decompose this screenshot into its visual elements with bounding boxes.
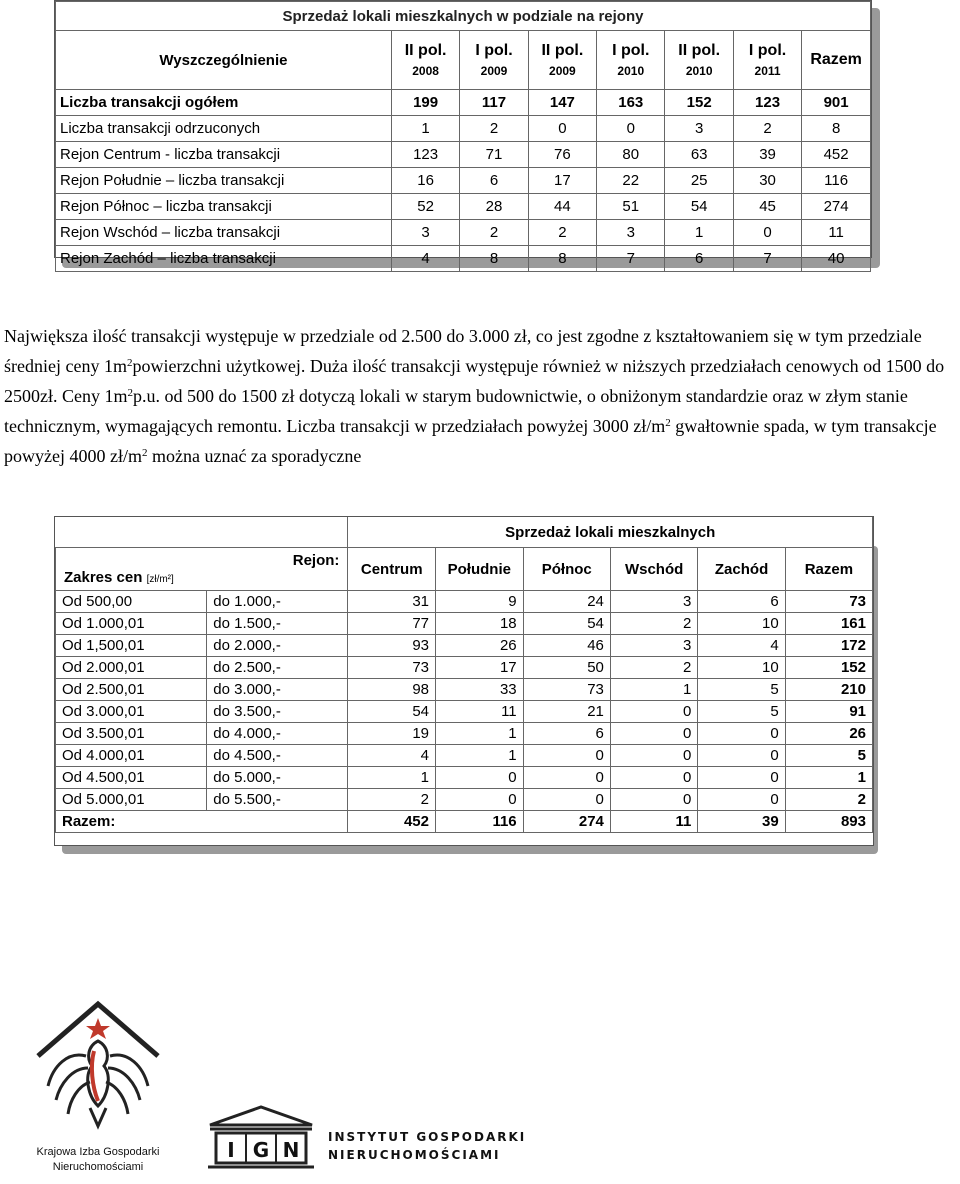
superscript: 2 xyxy=(141,447,148,459)
range-to: do 5.500,- xyxy=(207,789,348,811)
table-cell: 51 xyxy=(597,194,665,220)
table-cell: 45 xyxy=(733,194,801,220)
range-from: Od 2.000,01 xyxy=(56,657,207,679)
price-range-table xyxy=(54,516,874,846)
table-cell: 7 xyxy=(733,246,801,272)
table-cell: 5 xyxy=(698,701,785,723)
table-cell: 0 xyxy=(610,723,698,745)
column-header: I pol. 2009 xyxy=(460,31,528,90)
table-cell: 0 xyxy=(523,767,610,789)
table-cell: 17 xyxy=(436,657,524,679)
table-row xyxy=(56,246,871,272)
table-cell: 901 xyxy=(802,90,871,116)
region-sales-table xyxy=(54,0,872,267)
table-cell: 73 xyxy=(348,657,436,679)
paragraph-text: Największa ilość transakcji występuje w przedziale od 2.500 do 3.000 zł, co jest zgodne z kształtowaniem się w tym przedziale średniej ceny 1m xyxy=(4,326,922,376)
table-row xyxy=(56,90,871,116)
table-cell: 0 xyxy=(610,745,698,767)
table-cell: 6 xyxy=(460,168,528,194)
table-row xyxy=(56,116,871,142)
table-cell: 2 xyxy=(348,789,436,811)
table-cell: 46 xyxy=(523,635,610,657)
ign-logo-line2: NIERUCHOMOŚCIAMI xyxy=(328,1148,501,1162)
table-cell: 0 xyxy=(733,220,801,246)
table-row xyxy=(56,701,873,723)
table-cell: 2 xyxy=(610,657,698,679)
table-cell: 210 xyxy=(785,679,872,701)
table-cell: 2 xyxy=(610,613,698,635)
table-row xyxy=(56,168,871,194)
range-from: Od 4.500,01 xyxy=(56,767,207,789)
table-cell: 22 xyxy=(597,168,665,194)
table-cell: 4 xyxy=(391,246,459,272)
table-cell: 1 xyxy=(348,767,436,789)
table-row xyxy=(56,613,873,635)
table-cell: 0 xyxy=(610,701,698,723)
column-header: I pol. 2010 xyxy=(597,31,665,90)
table-cell: 0 xyxy=(698,723,785,745)
table-cell: 71 xyxy=(460,142,528,168)
table-cell: 3 xyxy=(391,220,459,246)
table-cell: 44 xyxy=(528,194,596,220)
table-cell: 0 xyxy=(610,789,698,811)
table-cell: 77 xyxy=(348,613,436,635)
table-cell: 8 xyxy=(460,246,528,272)
table-sum-row xyxy=(56,811,873,833)
table-cell: 6 xyxy=(698,591,785,613)
kign-logo xyxy=(28,996,168,1176)
table-cell: 5 xyxy=(698,679,785,701)
row-label: Liczba transakcji odrzuconych xyxy=(56,116,392,142)
table-cell: 2 xyxy=(460,116,528,142)
table-cell: 2 xyxy=(528,220,596,246)
row-label: Rejon Zachód – liczba transakcji xyxy=(56,246,392,272)
table-cell: 18 xyxy=(436,613,524,635)
table-cell: 0 xyxy=(523,745,610,767)
table-cell: 73 xyxy=(523,679,610,701)
table-cell: 10 xyxy=(698,657,785,679)
table-cell: 172 xyxy=(785,635,872,657)
table-row xyxy=(56,657,873,679)
table-cell: 274 xyxy=(802,194,871,220)
table-header-row xyxy=(56,31,871,90)
range-from: Od 2.500,01 xyxy=(56,679,207,701)
table-cell: 3 xyxy=(597,220,665,246)
column-header: Południe xyxy=(436,548,524,591)
column-header-corner xyxy=(56,548,348,591)
range-to: do 3.000,- xyxy=(207,679,348,701)
row-label: Rejon Południe – liczba transakcji xyxy=(56,168,392,194)
table-cell: 116 xyxy=(436,811,524,833)
range-from: Od 1,500,01 xyxy=(56,635,207,657)
region-sales-table-container xyxy=(54,0,884,270)
table-cell: 4 xyxy=(698,635,785,657)
table-cell: 54 xyxy=(665,194,733,220)
table-cell: 3 xyxy=(665,116,733,142)
table-cell: 152 xyxy=(665,90,733,116)
table-cell: 0 xyxy=(597,116,665,142)
ign-letter: I xyxy=(227,1138,235,1162)
table-cell: 274 xyxy=(523,811,610,833)
table-cell: 54 xyxy=(523,613,610,635)
table-cell: 11 xyxy=(436,701,524,723)
column-header: Północ xyxy=(523,548,610,591)
table-row xyxy=(56,679,873,701)
column-header-total: Razem xyxy=(785,548,872,591)
table-cell: 147 xyxy=(528,90,596,116)
row-label: Rejon Wschód – liczba transakcji xyxy=(56,220,392,246)
table-row xyxy=(56,723,873,745)
range-to: do 4.000,- xyxy=(207,723,348,745)
table-cell: 1 xyxy=(436,745,524,767)
table-cell: 33 xyxy=(436,679,524,701)
table-cell: 24 xyxy=(523,591,610,613)
table-cell: 5 xyxy=(785,745,872,767)
table-row xyxy=(56,789,873,811)
table-cell: 117 xyxy=(460,90,528,116)
superscript: 2 xyxy=(126,357,133,369)
table-cell: 0 xyxy=(698,789,785,811)
row-label: Rejon Północ – liczba transakcji xyxy=(56,194,392,220)
table-cell: 1 xyxy=(391,116,459,142)
table-cell: 0 xyxy=(436,789,524,811)
table-cell: 0 xyxy=(436,767,524,789)
table-cell: 116 xyxy=(802,168,871,194)
ign-logo xyxy=(206,1105,316,1171)
table-cell: 152 xyxy=(785,657,872,679)
table-cell: 452 xyxy=(348,811,436,833)
range-to: do 1.000,- xyxy=(207,591,348,613)
table-row xyxy=(56,635,873,657)
table-cell: 39 xyxy=(733,142,801,168)
table-cell: 1 xyxy=(436,723,524,745)
table-cell: 0 xyxy=(698,745,785,767)
column-header: II pol. 2010 xyxy=(665,31,733,90)
table-cell: 4 xyxy=(348,745,436,767)
column-header: Wschód xyxy=(610,548,698,591)
table-cell: 123 xyxy=(391,142,459,168)
table-cell: 54 xyxy=(348,701,436,723)
table-cell: 80 xyxy=(597,142,665,168)
kign-logo-line1: Krajowa Izba Gospodarki xyxy=(36,1146,160,1158)
ign-logo-text xyxy=(328,1128,526,1164)
table-cell: 19 xyxy=(348,723,436,745)
table-title: Sprzedaż lokali mieszkalnych xyxy=(348,517,873,548)
table-cell: 16 xyxy=(391,168,459,194)
range-to: do 3.500,- xyxy=(207,701,348,723)
range-to: do 4.500,- xyxy=(207,745,348,767)
table-cell: 0 xyxy=(698,767,785,789)
table-cell: 452 xyxy=(802,142,871,168)
table-cell: 6 xyxy=(665,246,733,272)
table-cell: 28 xyxy=(460,194,528,220)
eagle-icon xyxy=(28,996,168,1136)
row-label: Rejon Centrum - liczba transakcji xyxy=(56,142,392,168)
column-header: II pol. 2009 xyxy=(528,31,596,90)
table-cell: 76 xyxy=(528,142,596,168)
superscript: 2 xyxy=(127,387,133,399)
table-cell: 6 xyxy=(523,723,610,745)
ign-letter: N xyxy=(282,1138,300,1162)
sum-label: Razem: xyxy=(56,811,348,833)
range-from: Od 5.000,01 xyxy=(56,789,207,811)
range-from: Od 3.500,01 xyxy=(56,723,207,745)
table-cell: 7 xyxy=(597,246,665,272)
table-cell: 161 xyxy=(785,613,872,635)
table-cell: 25 xyxy=(665,168,733,194)
paragraph-text: powierzchni użytkowej. Duża ilość transakcji występuje również w niższych przedziałach cenowych od 1500 do 2500zł. Ceny 1m xyxy=(4,356,945,406)
table-cell: 31 xyxy=(348,591,436,613)
paragraph-text: gwałtownie spada, w tym transakcje powyżej 4000 zł/m xyxy=(4,416,937,466)
ign-logo-line1: INSTYTUT GOSPODARKI xyxy=(328,1130,527,1144)
table-cell: 39 xyxy=(698,811,785,833)
column-header: I pol. 2011 xyxy=(733,31,801,90)
range-from: Od 500,00 xyxy=(56,591,207,613)
range-to: do 5.000,- xyxy=(207,767,348,789)
table-row xyxy=(56,745,873,767)
table-cell: 91 xyxy=(785,701,872,723)
table-title: Sprzedaż lokali mieszkalnych w podziale na rejony xyxy=(56,2,871,31)
table-row xyxy=(56,220,871,246)
price-range-table-container xyxy=(54,516,884,854)
price-range-label: Zakres cen [zł/m²] xyxy=(64,569,174,586)
range-from: Od 4.000,01 xyxy=(56,745,207,767)
table-cell: 1 xyxy=(665,220,733,246)
table-cell: 30 xyxy=(733,168,801,194)
column-header: II pol. 2008 xyxy=(391,31,459,90)
table-cell: 21 xyxy=(523,701,610,723)
table-cell: 26 xyxy=(436,635,524,657)
table-cell: 73 xyxy=(785,591,872,613)
table-cell: 52 xyxy=(391,194,459,220)
table-header-row xyxy=(56,548,873,591)
table-cell: 163 xyxy=(597,90,665,116)
table-cell: 1 xyxy=(785,767,872,789)
ign-letter: G xyxy=(252,1138,270,1162)
table-cell: 8 xyxy=(802,116,871,142)
range-to: do 2.000,- xyxy=(207,635,348,657)
table-cell: 0 xyxy=(523,789,610,811)
range-to: do 2.500,- xyxy=(207,657,348,679)
column-header: Zachód xyxy=(698,548,785,591)
column-header: Centrum xyxy=(348,548,436,591)
table-cell: 893 xyxy=(785,811,872,833)
table-row xyxy=(56,591,873,613)
range-from: Od 1.000,01 xyxy=(56,613,207,635)
paragraph-text: można uznać za sporadyczne xyxy=(147,446,362,466)
column-header-total: Razem xyxy=(802,31,871,90)
table-row xyxy=(56,142,871,168)
table-cell: 98 xyxy=(348,679,436,701)
building-icon xyxy=(206,1105,316,1171)
range-from: Od 3.000,01 xyxy=(56,701,207,723)
table-cell: 123 xyxy=(733,90,801,116)
table-cell: 0 xyxy=(610,767,698,789)
table-cell: 26 xyxy=(785,723,872,745)
superscript: 2 xyxy=(665,417,671,429)
table-cell: 50 xyxy=(523,657,610,679)
table-cell: 0 xyxy=(528,116,596,142)
range-to: do 1.500,- xyxy=(207,613,348,635)
table-cell: 3 xyxy=(610,635,698,657)
table-cell: 17 xyxy=(528,168,596,194)
table-cell: 2 xyxy=(733,116,801,142)
analysis-paragraph xyxy=(4,321,956,471)
table-cell: 11 xyxy=(610,811,698,833)
table-cell: 2 xyxy=(785,789,872,811)
region-label: Rejon: xyxy=(292,552,340,569)
row-label: Liczba transakcji ogółem xyxy=(56,90,392,116)
table-cell: 9 xyxy=(436,591,524,613)
paragraph-text: p.u. od 500 do 1500 zł dotyczą lokali w starym budownictwie, o obniżonym standardzie oraz w złym stanie technicznym, wymagających remontu. Liczba transakcji w przedziałach powyżej 3000 zł/m xyxy=(4,386,908,436)
table-cell: 40 xyxy=(802,246,871,272)
column-header-corner: Wyszczególnienie xyxy=(56,31,392,90)
kign-logo-line2: Nieruchomościami xyxy=(52,1161,144,1173)
table-cell: 11 xyxy=(802,220,871,246)
table-cell: 199 xyxy=(391,90,459,116)
table-cell: 93 xyxy=(348,635,436,657)
table-row xyxy=(56,194,871,220)
table-cell: 8 xyxy=(528,246,596,272)
table-cell: 63 xyxy=(665,142,733,168)
table-row xyxy=(56,767,873,789)
table-cell: 3 xyxy=(610,591,698,613)
table-cell: 2 xyxy=(460,220,528,246)
table-cell: 10 xyxy=(698,613,785,635)
table-cell: 1 xyxy=(610,679,698,701)
